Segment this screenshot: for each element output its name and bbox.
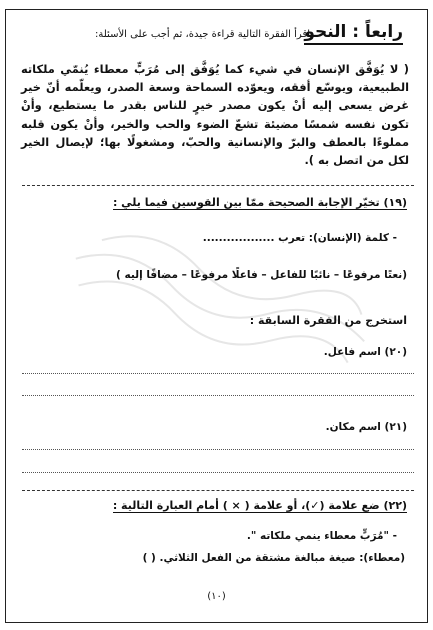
passage-text: ( لا يُوَفَّق الإنسان في شيء كما يُوَفَّق إلى مُرَبٍّ معطاء يُنمّي ملكاته الطبيعية، ويوسّع أفقه، ويعوّده السماحة وسعة الصدر، ويعلّمه أنّ خير غرض يسعى إليه أنْ يكون مصدر خيرٍ للناس بقدر ما يستطيع، وأنْ تكون نفسه شمسًا مضيئة تشعّ الضوء والحب والخير، وأنْ يكون قلبه مملوءًا بالعطف والبرّ والإنسانية والحبّ، ومشغولًا بها؛ لإيصال الخير لكل من اتصل به ). [21,62,409,168]
separator-line [22,490,414,491]
answer-line[interactable] [22,472,414,473]
question-19-options: (نعتًا مرفوعًا – نائبًا للفاعل – فاعلًا مرفوعًا – مضافًا إليه ) [116,269,407,281]
question-21-label: (٢١) اسم مكان. [325,421,407,433]
question-19-heading: (١٩) تخيّر الإجابة الصحيحة ممّا بين القوسين فيما يلي : [112,196,407,209]
separator-line [22,185,414,186]
instruction-text: اقرأ الفقرة التالية قراءة جيدة، ثم أجب على الأسئلة: [95,29,310,40]
answer-line[interactable] [22,373,414,374]
question-22-quote: - "مُرَبٍّ معطاء ينمي ملكاته ". [246,530,397,542]
answer-line[interactable] [22,395,414,396]
question-19-item: - كلمة (الإنسان): تعرب .................. [202,232,397,244]
question-22-statement: (معطاء): صيغة مبالغة مشتقة من الفعل الثلاثي. ( ) [142,552,405,564]
page-number: (١٠) [207,591,226,602]
reading-passage [21,60,409,169]
answer-line[interactable] [22,449,414,450]
question-22-heading: (٢٢) ضع علامة (✓)، أو علامة ( × ) أمام العبارة التالية : [112,499,407,512]
question-20-label: (٢٠) اسم فاعل. [323,346,407,358]
extract-heading: استخرج من الفقرة السابقة : [249,314,407,327]
section-title: رابعاً : النحو [304,22,403,42]
